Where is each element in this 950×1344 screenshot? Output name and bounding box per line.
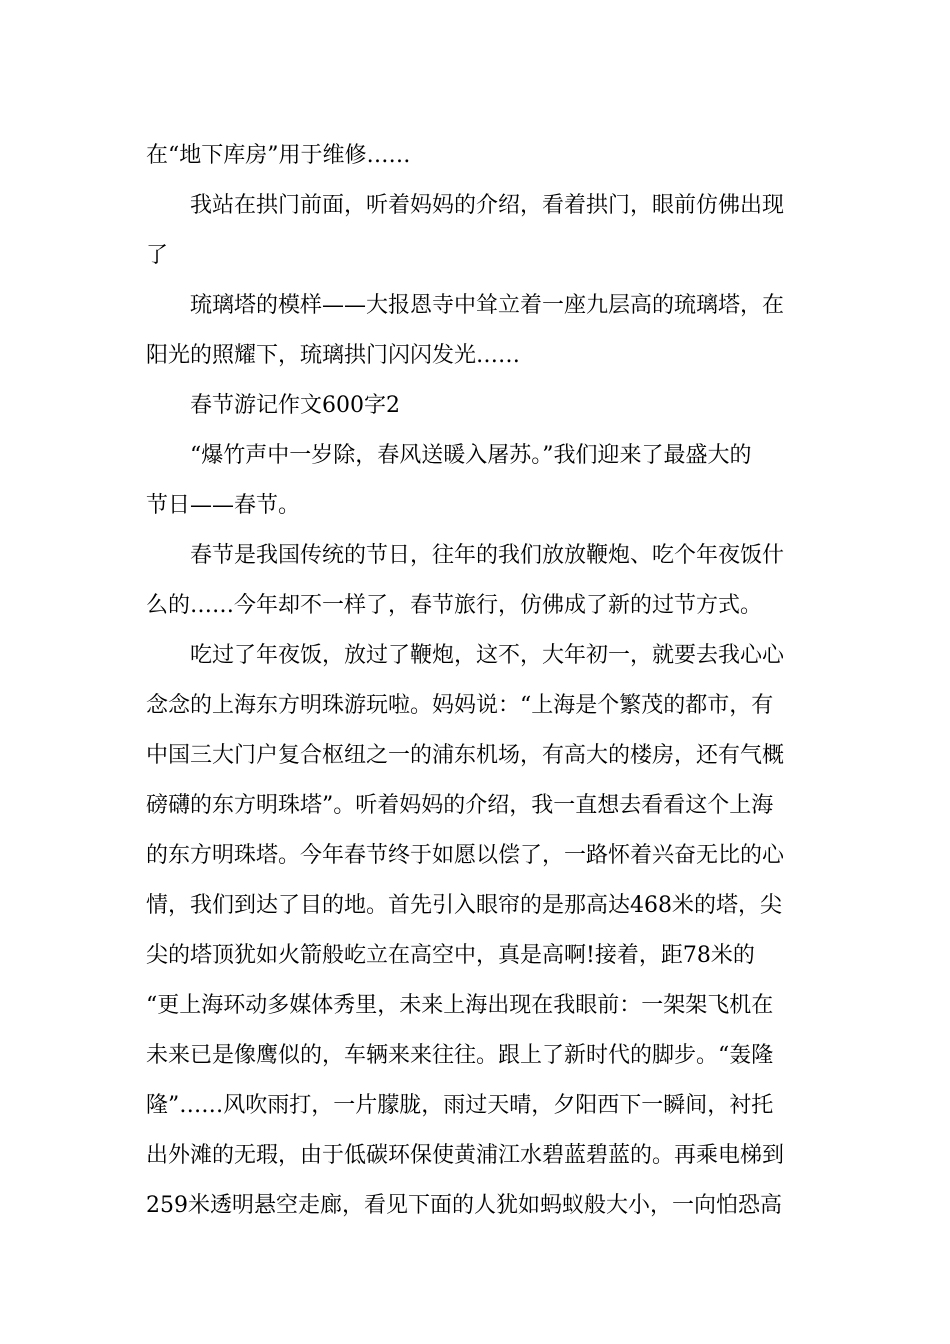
text-line: 未来已是像鹰似的，车辆来来往往。跟上了新时代的脚步。“轰隆 [146, 1043, 774, 1068]
section-heading: 春节游记作文600字2 [190, 393, 400, 418]
essay-body [146, 131, 810, 1231]
paragraph-start-line: 琉璃塔的模样——大报恩寺中耸立着一座九层高的琉璃塔，在 [190, 293, 785, 318]
text-line: 在“地下库房”用于维修…… [146, 143, 411, 168]
text-line: 么的……今年却不一样了，春节旅行，仿佛成了新的过节方式。 [146, 593, 763, 618]
text-line: 磅礴的东方明珠塔”。听着妈妈的介绍，我一直想去看看这个上海 [146, 793, 774, 818]
paragraph-start-line: 我站在拱门前面，听着妈妈的介绍，看着拱门，眼前仿佛出现 [190, 193, 785, 218]
text-line: 隆”……风吹雨打，一片朦胧，雨过天晴，夕阳西下一瞬间，衬托 [146, 1093, 774, 1118]
paragraph-start-line: “爆竹声中一岁除，春风送暖入屠苏。”我们迎来了最盛大的 [190, 443, 752, 468]
text-line: 了 [146, 243, 169, 268]
text-line: 的东方明珠塔。今年春节终于如愿以偿了，一路怀着兴奋无比的心 [146, 843, 785, 868]
text-line: 中国三大门户复合枢纽之一的浦东机场，有高大的楼房，还有气概 [146, 743, 785, 768]
paragraph-start-line: 春节是我国传统的节日，往年的我们放放鞭炮、吃个年夜饭什 [190, 543, 785, 568]
text-line: 出外滩的无瑕，由于低碳环保使黄浦江水碧蓝碧蓝的。再乘电梯到 [146, 1143, 785, 1168]
text-line: 259米透明悬空走廊，看见下面的人犹如蚂蚁般大小，一向怕恐高 [146, 1193, 782, 1218]
paragraph-start-line: 吃过了年夜饭，放过了鞭炮，这不，大年初一，就要去我心心 [190, 643, 785, 668]
text-line: 尖的塔顶犹如火箭般屹立在高空中，真是高啊!接着，距78米的 [146, 943, 755, 968]
text-line: 念念的上海东方明珠游玩啦。妈妈说：“上海是个繁茂的都市，有 [146, 693, 774, 718]
text-line: 阳光的照耀下，琉璃拱门闪闪发光…… [146, 343, 521, 368]
text-line: “更上海环动多媒体秀里，未来上海出现在我眼前：一架架飞机在 [146, 993, 774, 1018]
text-line: 节日——春节。 [146, 493, 301, 518]
text-line: 情，我们到达了目的地。首先引入眼帘的是那高达468米的塔，尖 [146, 893, 782, 918]
